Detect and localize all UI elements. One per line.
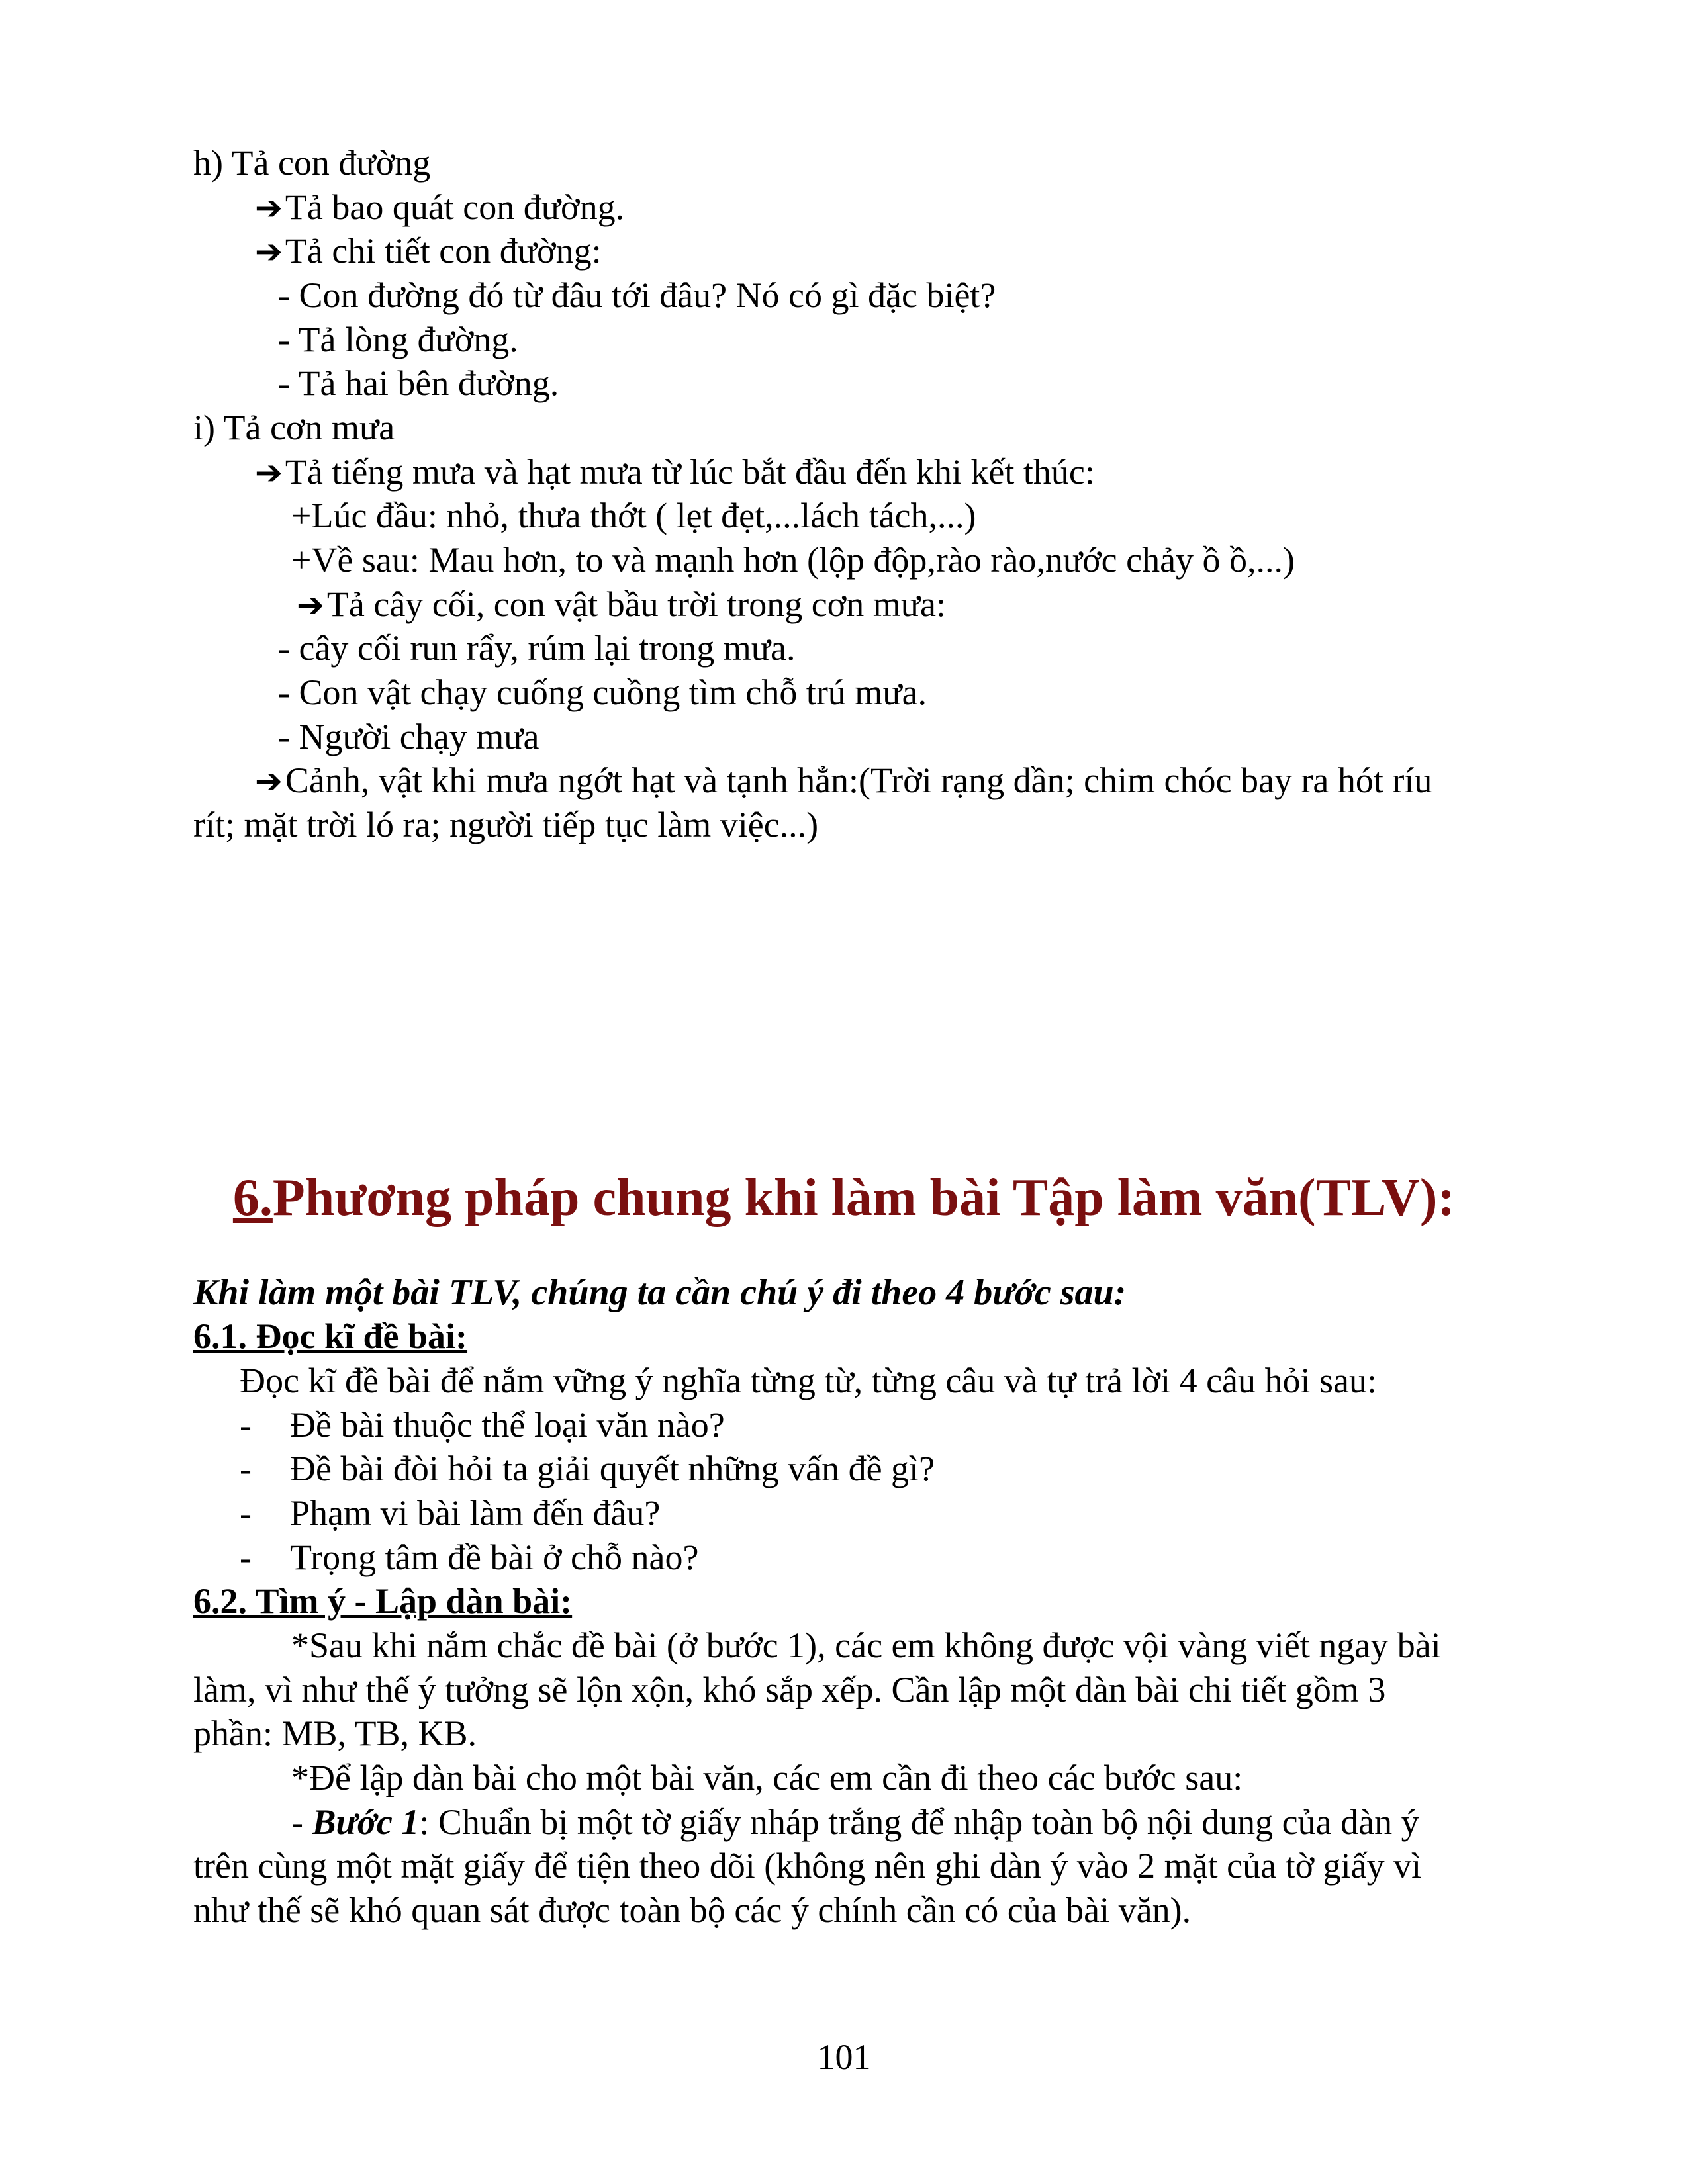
- step1-question: - Đề bài thuộc thể loại văn nào?: [240, 1405, 725, 1445]
- section-i-item: - Con vật chạy cuống cuồng tìm chỗ trú mưa.: [278, 672, 927, 712]
- step2-buoc1-line: trên cùng một mặt giấy để tiện theo dõi (không nên ghi dàn ý vào 2 mặt của tờ giấy vì: [193, 1846, 1422, 1886]
- arrow-right-icon: ➔: [255, 232, 283, 271]
- step1-question: - Phạm vi bài làm đến đâu?: [240, 1493, 661, 1533]
- step2-para1-line: *Sau khi nắm chắc đề bài (ở bước 1), các em không được vội vàng viết ngay bài: [291, 1625, 1441, 1665]
- step1-text: Đọc kĩ đề bài để nắm vững ý nghĩa từng từ, từng câu và tự trả lời 4 câu hỏi sau:: [240, 1361, 1378, 1400]
- arrow-right-icon: ➔: [255, 189, 283, 227]
- step2-para1-line: làm, vì như thế ý tưởng sẽ lộn xộn, khó sắp xếp. Cần lập một dàn bài chi tiết gồm 3: [193, 1670, 1386, 1709]
- page-number: 101: [817, 2037, 871, 2077]
- arrow-right-icon: ➔: [255, 453, 283, 492]
- step1-title: 6.1. Đọc kĩ đề bài:: [193, 1316, 468, 1356]
- arrow-right-icon: ➔: [297, 586, 324, 624]
- step2-buoc1-line: - Bước 1: Chuẩn bị một tờ giấy nháp trắng để nhập toàn bộ nội dung của dàn ý: [291, 1802, 1419, 1842]
- section-heading-text: Phương pháp chung khi làm bài Tập làm văn(TLV):: [272, 1169, 1456, 1227]
- section-h-title: h) Tả con đường: [193, 143, 431, 183]
- step2-para2: *Để lập dàn bài cho một bài văn, các em cần đi theo các bước sau:: [291, 1758, 1243, 1797]
- section-h-item: - Tả hai bên đường.: [278, 363, 559, 403]
- buoc1-label: Bước 1: [312, 1802, 420, 1842]
- section-i-item: - cây cối run rẩy, rúm lại trong mưa.: [278, 628, 796, 668]
- section-i-title: i) Tả cơn mưa: [193, 408, 395, 447]
- section-i-item: +Lúc đầu: nhỏ, thưa thớt ( lẹt đẹt,...lách tách,...): [291, 496, 976, 535]
- section-i-item: - Người chạy mưa: [278, 717, 539, 756]
- section-h-item: - Con đường đó từ đâu tới đâu? Nó có gì đặc biệt?: [278, 275, 996, 315]
- step1-question: - Đề bài đòi hỏi ta giải quyết những vấn đề gì?: [240, 1449, 935, 1488]
- section-h-item: ➔Tả chi tiết con đường:: [255, 229, 602, 273]
- section-i-item: ➔Tả tiếng mưa và hạt mưa từ lúc bắt đầu đến khi kết thúc:: [255, 450, 1095, 494]
- section-i-item: +Về sau: Mau hơn, to và mạnh hơn (lộp độp,rào rào,nước chảy ồ ồ,...): [291, 540, 1295, 580]
- step2-para1-line: phần: MB, TB, KB.: [193, 1713, 477, 1753]
- section-heading: [0, 1165, 1688, 1231]
- step2-buoc1-line: như thế sẽ khó quan sát được toàn bộ các ý chính cần có của bài văn).: [193, 1890, 1192, 1930]
- section-i-item: ➔Tả cây cối, con vật bầu trời trong cơn mưa:: [297, 582, 946, 627]
- arrow-right-icon: ➔: [255, 762, 283, 800]
- section-number: 6.: [232, 1169, 273, 1227]
- section-h-item: - Tả lòng đường.: [278, 320, 518, 359]
- section-i-item: rít; mặt trời ló ra; người tiếp tục làm việc...): [193, 805, 819, 844]
- section-h-item: ➔Tả bao quát con đường.: [255, 185, 624, 230]
- intro-text: Khi làm một bài TLV, chúng ta cần chú ý đi theo 4 bước sau:: [193, 1272, 1127, 1313]
- section-i-item: ➔Cảnh, vật khi mưa ngớt hạt và tạnh hẳn:(Trời rạng dần; chim chóc bay ra hót ríu: [255, 758, 1432, 803]
- step1-question: - Trọng tâm đề bài ở chỗ nào?: [240, 1537, 699, 1577]
- step2-title: 6.2. Tìm ý - Lập dàn bài:: [193, 1581, 573, 1621]
